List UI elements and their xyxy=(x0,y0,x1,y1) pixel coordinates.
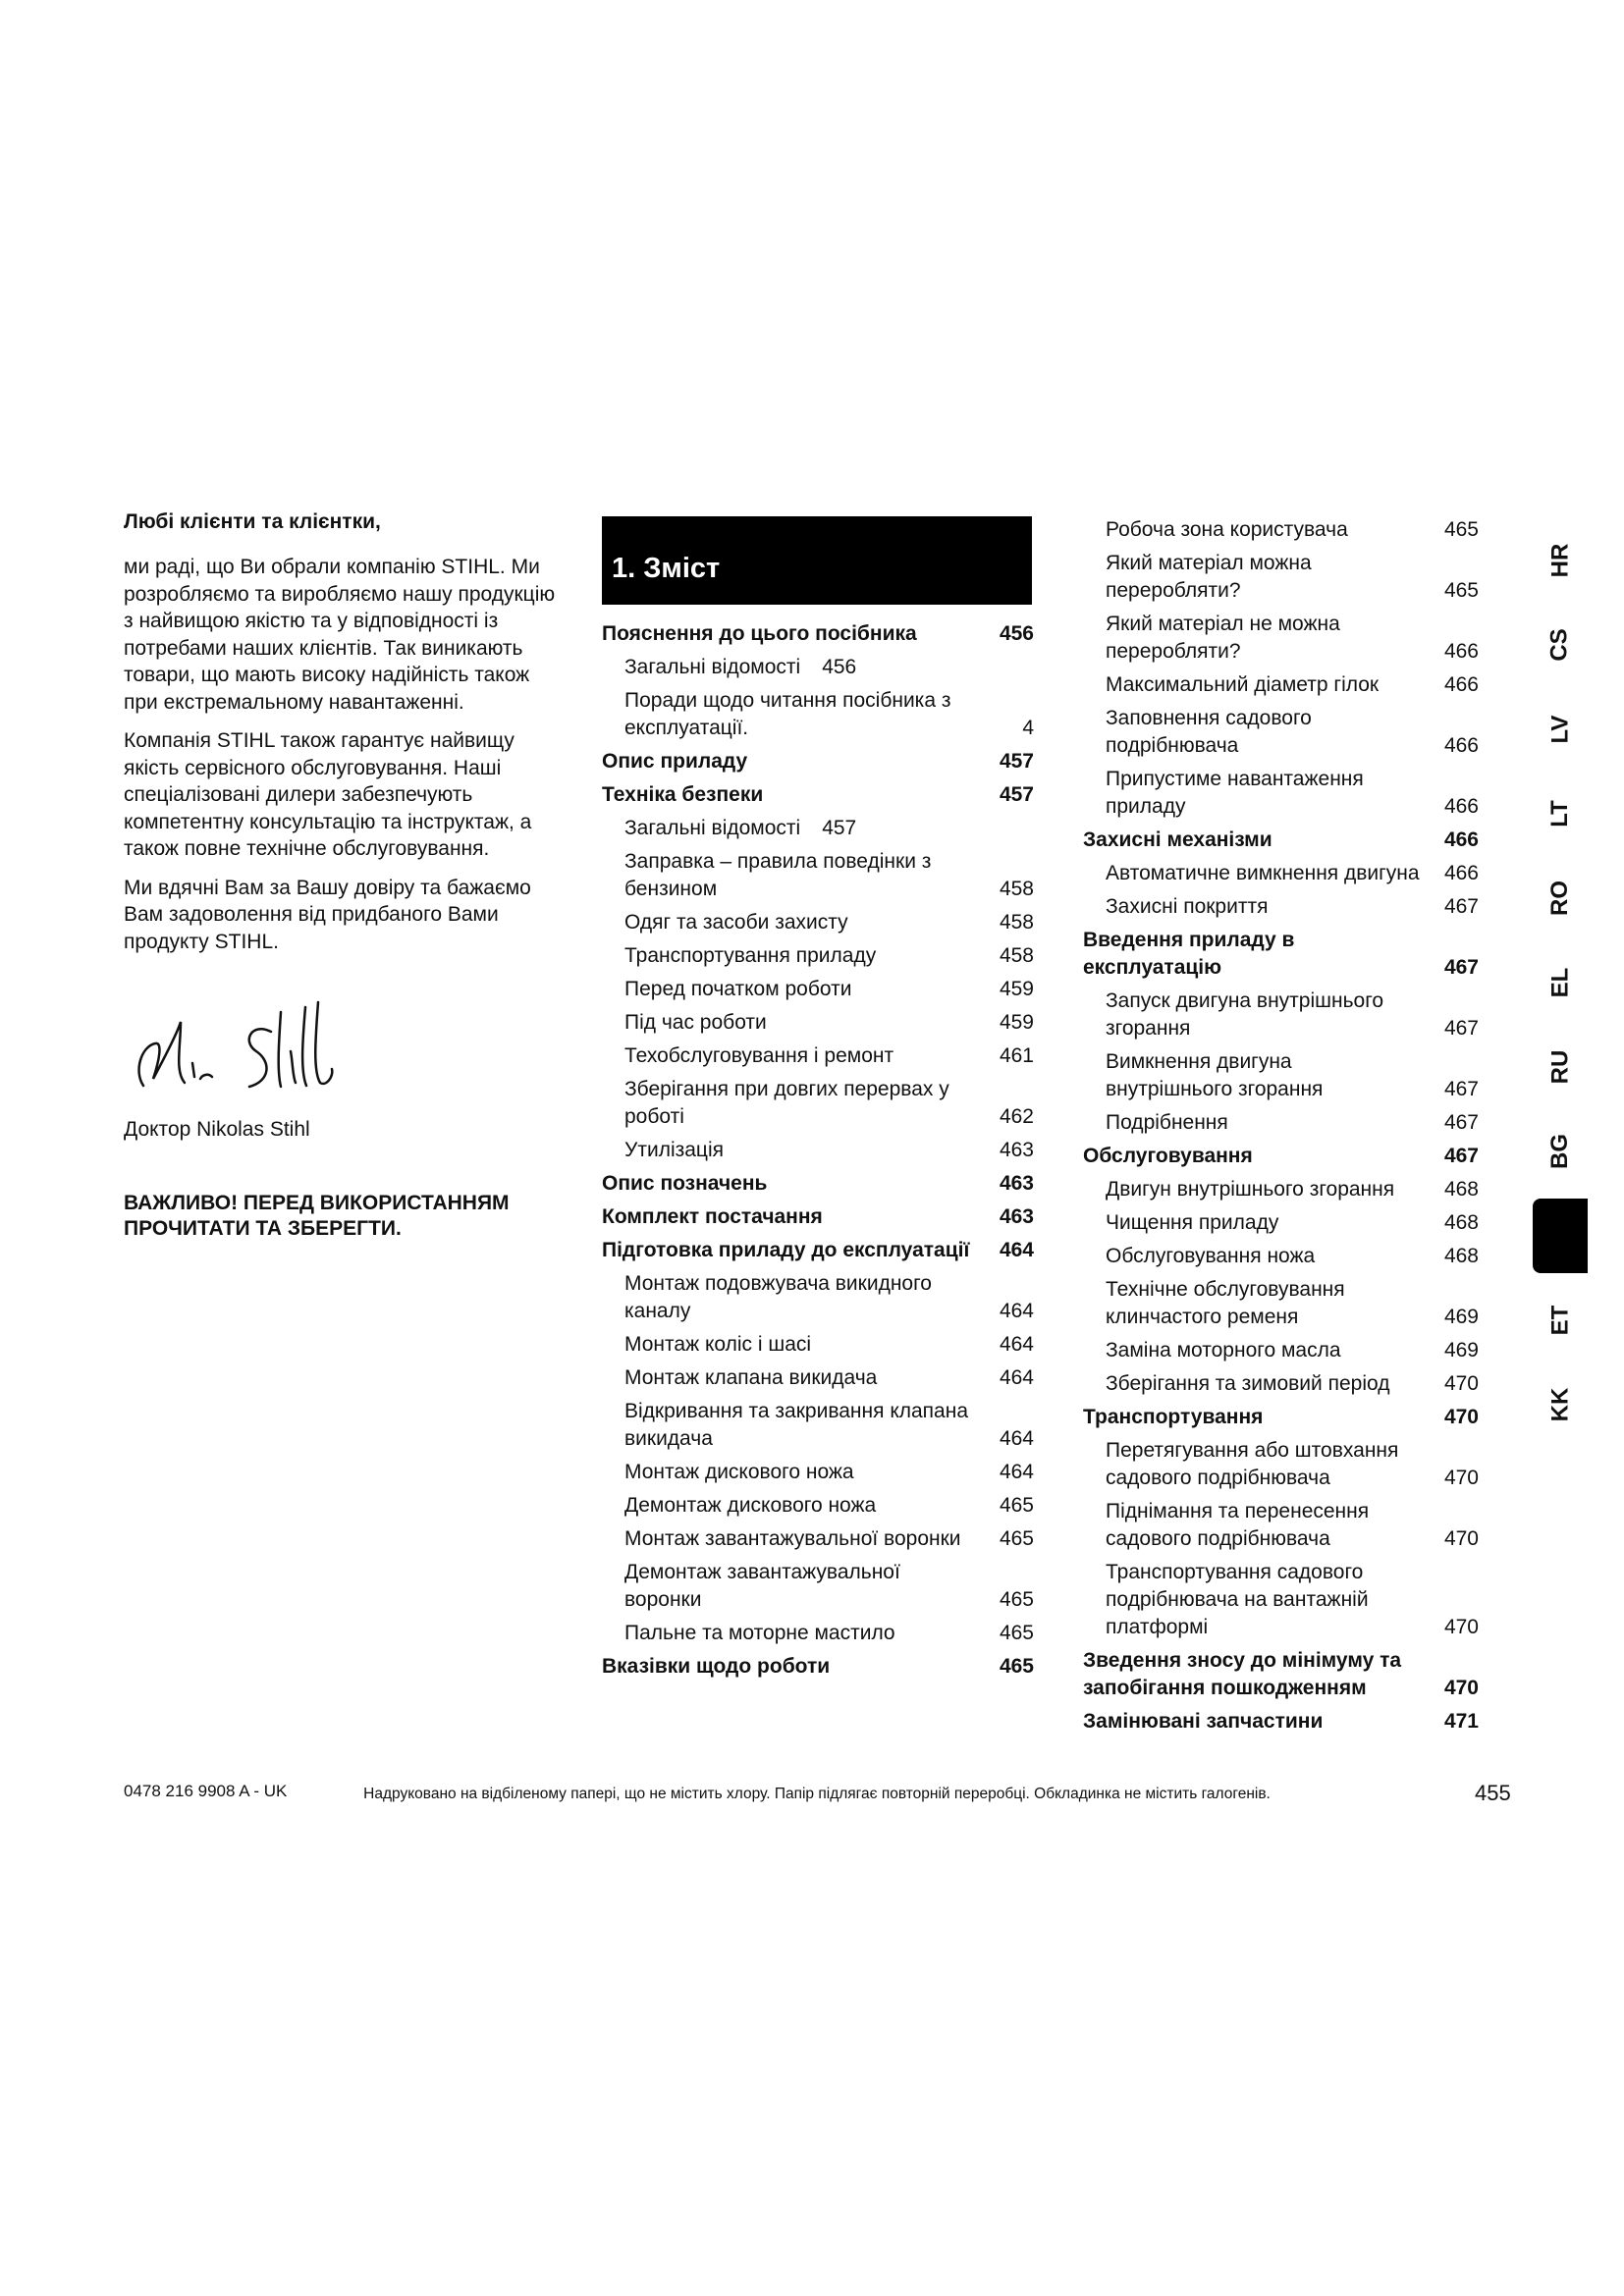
toc-entry-page: 463 xyxy=(999,1172,1034,1195)
toc-entry-title: Максимальний діаметр гілок xyxy=(1106,673,1380,696)
toc-entry-page: 466 xyxy=(1443,862,1479,884)
toc-entry-title: Подрібнення xyxy=(1106,1111,1228,1134)
toc-entry-page: 470 xyxy=(1443,1406,1479,1428)
toc-entry-title: Монтаж дискового ножа xyxy=(624,1461,854,1483)
toc-heading-bar xyxy=(602,516,1032,605)
toc-entry-page: 466 xyxy=(1443,734,1479,757)
toc-section-entry[interactable] xyxy=(1083,927,1479,982)
language-tab-kk[interactable] xyxy=(1533,1362,1588,1447)
toc-entry-title: Транспортування приладу xyxy=(624,944,877,967)
toc-subsection-entry[interactable] xyxy=(1083,766,1479,821)
toc-entry-page: 468 xyxy=(1443,1178,1479,1201)
toc-entry-page: 470 xyxy=(1443,1677,1479,1699)
toc-section-entry[interactable] xyxy=(602,1653,1034,1681)
toc-section-entry[interactable] xyxy=(1083,1404,1479,1431)
document-code: 0478 216 9908 A - UK xyxy=(124,1782,288,1800)
toc-entry-page: 463 xyxy=(999,1205,1034,1228)
language-code: BG xyxy=(1546,1134,1573,1169)
toc-entry-title: Пояснення до цього посібника xyxy=(602,622,917,645)
toc-entry-page: 457 xyxy=(999,783,1034,806)
toc-subsection-entry[interactable] xyxy=(602,976,1034,1003)
toc-column-1 xyxy=(602,620,1034,1686)
toc-subsection-entry[interactable] xyxy=(602,1364,1034,1392)
toc-section-entry[interactable] xyxy=(1083,1143,1479,1170)
language-tab-el[interactable] xyxy=(1533,940,1588,1025)
toc-entry-page: 470 xyxy=(1443,1467,1479,1489)
toc-entry-page: 467 xyxy=(1443,1017,1479,1040)
letter-paragraph: ми раді, що Ви обрали компанію STIHL. Ми розробляємо та виробляємо нашу продукцію з найвищою якістю та у відповідності із потребами наших клієнтів. Так виникають товари, що мають високу надійність також при екстремальному навантаженні. xyxy=(124,556,556,714)
toc-entry-page: 464 xyxy=(999,1239,1034,1261)
toc-entry-page: 464 xyxy=(999,1333,1034,1356)
toc-subsection-entry[interactable] xyxy=(602,815,1034,842)
language-tab-lv[interactable] xyxy=(1533,687,1588,772)
toc-subsection-entry[interactable] xyxy=(602,1331,1034,1359)
toc-entry-title: Транспортування xyxy=(1083,1406,1264,1428)
language-tabs xyxy=(1533,518,1588,1447)
toc-section-entry[interactable] xyxy=(1083,1647,1479,1702)
toc-section-entry[interactable] xyxy=(602,1203,1034,1231)
language-code: KK xyxy=(1545,1387,1573,1422)
toc-subsection-entry[interactable] xyxy=(1083,611,1479,666)
language-tab-cs[interactable] xyxy=(1533,603,1588,687)
toc-subsection-entry[interactable] xyxy=(602,654,1034,681)
toc-subsection-entry[interactable] xyxy=(1083,893,1479,921)
toc-entry-title: Який матеріал не можна переробляти? xyxy=(1106,613,1340,663)
toc-entry-title: Під час роботи xyxy=(624,1011,767,1034)
toc-entry-title: Зберігання та зимовий період xyxy=(1106,1372,1390,1395)
toc-entry-title: Зберігання при довгих перервах у роботі xyxy=(624,1078,949,1128)
language-code: CS xyxy=(1546,628,1573,662)
language-tab-ru[interactable] xyxy=(1533,1025,1588,1109)
toc-subsection-entry[interactable] xyxy=(1083,1048,1479,1103)
language-code: RU xyxy=(1545,1049,1573,1085)
toc-subsection-entry[interactable] xyxy=(602,1137,1034,1164)
toc-entry-title: Комплект постачання xyxy=(602,1205,823,1228)
toc-entry-page: 457 xyxy=(999,750,1034,773)
language-code: LT xyxy=(1545,800,1573,828)
toc-entry-title: Відкривання та закривання клапана викидача xyxy=(624,1400,969,1450)
language-tab-uk[interactable] xyxy=(1533,1199,1588,1273)
toc-entry-title: Замінювані запчастини xyxy=(1083,1710,1324,1733)
signature-image xyxy=(124,992,556,1110)
toc-subsection-entry[interactable] xyxy=(1083,1243,1479,1270)
toc-subsection-entry[interactable] xyxy=(1083,1276,1479,1331)
letter-greeting: Любі клієнти та клієнтки, xyxy=(124,510,381,533)
toc-entry-title: Монтаж завантажувальної воронки xyxy=(624,1527,961,1550)
toc-entry-title: Техніка безпеки xyxy=(602,783,764,806)
toc-entry-page: 467 xyxy=(1443,895,1479,918)
toc-entry-title: Перед початком роботи xyxy=(624,978,852,1000)
language-tab-hr[interactable] xyxy=(1533,518,1588,603)
toc-column-2 xyxy=(1083,516,1479,1741)
toc-subsection-entry[interactable] xyxy=(602,848,1034,903)
toc-entry-page: 467 xyxy=(1443,956,1479,979)
toc-subsection-entry[interactable] xyxy=(602,1076,1034,1131)
toc-entry-title: Запуск двигуна внутрішнього згорання xyxy=(1106,989,1384,1040)
toc-entry-page: 466 xyxy=(1443,640,1479,663)
language-code: UK xyxy=(1545,1218,1573,1254)
toc-subsection-entry[interactable] xyxy=(602,687,1034,742)
toc-entry-page: 469 xyxy=(1443,1339,1479,1362)
letter-paragraph: Компанія STIHL також гарантує найвищу якість сервісного обслуговування. Наші спеціалізовані дилери забезпечують компетентну консультацію та інструктаж, а також повне технічне обслуговування. xyxy=(124,729,532,860)
toc-subsection-entry[interactable] xyxy=(1083,516,1479,544)
toc-entry-title: Перетягування або штовхання садового подрібнювача xyxy=(1106,1439,1399,1489)
toc-subsection-entry[interactable] xyxy=(602,1459,1034,1486)
toc-entry-title: Загальні відомості xyxy=(624,656,801,678)
toc-entry-page: 458 xyxy=(999,878,1034,900)
toc-entry-title: Підготовка приладу до експлуатації xyxy=(602,1239,970,1261)
toc-entry-page: 459 xyxy=(999,978,1034,1000)
toc-subsection-entry[interactable] xyxy=(602,1492,1034,1520)
toc-entry-title: Двигун внутрішнього згорання xyxy=(1106,1178,1395,1201)
toc-entry-page: 467 xyxy=(1443,1111,1479,1134)
toc-entry-line xyxy=(602,815,1034,842)
toc-entry-page: 464 xyxy=(999,1427,1034,1450)
toc-entry-title: Одяг та засоби захисту xyxy=(624,911,848,934)
toc-section-entry[interactable] xyxy=(602,781,1034,809)
toc-entry-title: Вимкнення двигуна внутрішнього згорання xyxy=(1106,1050,1324,1100)
toc-heading: 1. Зміст xyxy=(612,553,721,584)
toc-subsection-entry[interactable] xyxy=(1083,671,1479,699)
toc-subsection-entry[interactable] xyxy=(1083,1437,1479,1492)
toc-entry-page: 469 xyxy=(1443,1306,1479,1328)
warning-text: ВАЖЛИВО! ПЕРЕД ВИКОРИСТАННЯМ ПРОЧИТАТИ ТА ЗБЕРЕГТИ. xyxy=(124,1192,510,1240)
toc-entry-title: Транспортування садового подрібнювача на вантажній платформі xyxy=(1106,1561,1369,1638)
toc-entry-title: Який матеріал можна переробляти? xyxy=(1106,552,1312,602)
toc-entry-page: 464 xyxy=(999,1461,1034,1483)
toc-entry-page: 467 xyxy=(1443,1145,1479,1167)
toc-entry-page: 463 xyxy=(999,1139,1034,1161)
toc-entry-title: Загальні відомості xyxy=(624,817,801,839)
toc-entry-title: Опис приладу xyxy=(602,750,748,773)
letter-paragraph: Ми вдячні Вам за Вашу довіру та бажаємо Вам задоволення від придбаного Вами продукту STIHL. xyxy=(124,876,531,953)
toc-entry-title: Монтаж подовжувача викидного каналу xyxy=(624,1272,932,1322)
toc-entry-title: Обслуговування xyxy=(1083,1145,1253,1167)
toc-entry-page: 457 xyxy=(822,817,857,839)
toc-entry-title: Заправка – правила поведінки з бензином xyxy=(624,850,932,900)
toc-subsection-entry[interactable] xyxy=(1083,705,1479,760)
page-number: 455 xyxy=(1475,1781,1511,1805)
toc-section-entry[interactable] xyxy=(602,620,1034,648)
footer-note: Надруковано на відбіленому папері, що не містить хлору. Папір підлягає повторній переробці. Обкладинка не містить галогенів. xyxy=(363,1786,1271,1802)
toc-entry-title: Захисні покриття xyxy=(1106,895,1269,918)
language-code: EL xyxy=(1545,967,1573,998)
toc-section-entry[interactable] xyxy=(1083,1708,1479,1735)
toc-subsection-entry[interactable] xyxy=(1083,1109,1479,1137)
toc-entry-page: 470 xyxy=(1443,1616,1479,1638)
toc-entry-title: Чищення приладу xyxy=(1106,1211,1279,1234)
language-tab-lt[interactable] xyxy=(1533,772,1588,856)
language-code: RO xyxy=(1546,881,1573,916)
toc-section-entry[interactable] xyxy=(602,1170,1034,1198)
toc-entry-page: 470 xyxy=(1443,1527,1479,1550)
toc-entry-title: Введення приладу в експлуатацію xyxy=(1083,929,1295,979)
toc-subsection-entry[interactable] xyxy=(1083,550,1479,605)
toc-subsection-entry[interactable] xyxy=(1083,1209,1479,1237)
toc-subsection-entry[interactable] xyxy=(602,1525,1034,1553)
toc-entry-page: 465 xyxy=(1443,579,1479,602)
language-code: ET xyxy=(1545,1305,1573,1336)
welcome-letter xyxy=(124,510,556,1242)
toc-entry-page: 462 xyxy=(999,1105,1034,1128)
toc-entry-title: Демонтаж дискового ножа xyxy=(624,1494,877,1517)
toc-entry-page: 468 xyxy=(1443,1211,1479,1234)
toc-entry-page: 459 xyxy=(999,1011,1034,1034)
toc-entry-page: 465 xyxy=(999,1655,1034,1678)
toc-entry-title: Захисні механізми xyxy=(1083,828,1272,851)
toc-subsection-entry[interactable] xyxy=(1083,1498,1479,1553)
toc-subsection-entry[interactable] xyxy=(602,1559,1034,1614)
toc-subsection-entry[interactable] xyxy=(602,942,1034,970)
toc-entry-title: Монтаж коліс і шасі xyxy=(624,1333,812,1356)
toc-entry-page: 465 xyxy=(999,1527,1034,1550)
toc-entry-page: 465 xyxy=(1443,518,1479,541)
toc-entry-page: 461 xyxy=(999,1044,1034,1067)
toc-entry-title: Монтаж клапана викидача xyxy=(624,1366,878,1389)
toc-entry-page: 464 xyxy=(999,1366,1034,1389)
signature-icon xyxy=(124,992,359,1110)
toc-entry-title: Зведення зносу до мінімуму та запобігання пошкодженням xyxy=(1083,1649,1402,1699)
toc-entry-title: Вказівки щодо роботи xyxy=(602,1655,831,1678)
toc-entry-page: 468 xyxy=(1443,1245,1479,1267)
toc-entry-page: 456 xyxy=(822,656,857,678)
signature-name: Доктор Nikolas Stihl xyxy=(124,1118,310,1141)
toc-section-entry[interactable] xyxy=(1083,827,1479,854)
toc-subsection-entry[interactable] xyxy=(602,1620,1034,1647)
toc-entry-title: Пальне та моторне мастило xyxy=(624,1622,895,1644)
toc-entry-page: 458 xyxy=(999,944,1034,967)
toc-entry-page: 465 xyxy=(999,1494,1034,1517)
toc-subsection-entry[interactable] xyxy=(602,909,1034,936)
toc-entry-title: Утилізація xyxy=(624,1139,724,1161)
toc-entry-title: Опис позначень xyxy=(602,1172,768,1195)
toc-subsection-entry[interactable] xyxy=(1083,1337,1479,1364)
toc-section-entry[interactable] xyxy=(602,748,1034,775)
toc-entry-title: Піднімання та перенесення садового подрібнювача xyxy=(1106,1500,1370,1550)
toc-entry-title: Робоча зона користувача xyxy=(1106,518,1348,541)
toc-entry-title: Заповнення садового подрібнювача xyxy=(1106,707,1312,757)
toc-entry-line xyxy=(602,654,1034,681)
toc-entry-title: Поради щодо читання посібника з експлуатації. xyxy=(624,689,951,739)
language-tab-ro[interactable] xyxy=(1533,856,1588,940)
toc-subsection-entry[interactable] xyxy=(602,1270,1034,1325)
language-code: HR xyxy=(1545,543,1573,578)
toc-entry-page: 466 xyxy=(1443,673,1479,696)
toc-entry-title: Техобслуговування і ремонт xyxy=(624,1044,894,1067)
toc-entry-title: Технічне обслуговування клинчастого ременя xyxy=(1106,1278,1345,1328)
toc-entry-title: Автоматичне вимкнення двигуна xyxy=(1106,862,1420,884)
toc-entry-page: 456 xyxy=(999,622,1034,645)
toc-entry-page: 466 xyxy=(1443,828,1479,851)
toc-subsection-entry[interactable] xyxy=(1083,1176,1479,1203)
toc-entry-page: 4 xyxy=(1022,717,1034,739)
language-code: LV xyxy=(1545,715,1573,744)
toc-entry-page: 471 xyxy=(1443,1710,1479,1733)
toc-entry-page: 467 xyxy=(1443,1078,1479,1100)
toc-subsection-entry[interactable] xyxy=(1083,1559,1479,1641)
toc-entry-page: 466 xyxy=(1443,795,1479,818)
toc-subsection-entry[interactable] xyxy=(1083,860,1479,887)
toc-subsection-entry[interactable] xyxy=(602,1009,1034,1037)
toc-entry-page: 465 xyxy=(999,1588,1034,1611)
toc-entry-title: Припустиме навантаження приладу xyxy=(1106,768,1364,818)
toc-entry-title: Демонтаж завантажувальної воронки xyxy=(624,1561,900,1611)
toc-entry-page: 458 xyxy=(999,911,1034,934)
toc-subsection-entry[interactable] xyxy=(602,1398,1034,1453)
toc-entry-page: 470 xyxy=(1443,1372,1479,1395)
toc-entry-page: 465 xyxy=(999,1622,1034,1644)
toc-entry-page: 464 xyxy=(999,1300,1034,1322)
language-tab-et[interactable] xyxy=(1533,1278,1588,1362)
language-tab-bg[interactable] xyxy=(1533,1109,1588,1194)
toc-subsection-entry[interactable] xyxy=(1083,988,1479,1042)
toc-subsection-entry[interactable] xyxy=(602,1042,1034,1070)
toc-subsection-entry[interactable] xyxy=(1083,1370,1479,1398)
toc-section-entry[interactable] xyxy=(602,1237,1034,1264)
toc-entry-title: Обслуговування ножа xyxy=(1106,1245,1316,1267)
toc-entry-title: Заміна моторного масла xyxy=(1106,1339,1341,1362)
